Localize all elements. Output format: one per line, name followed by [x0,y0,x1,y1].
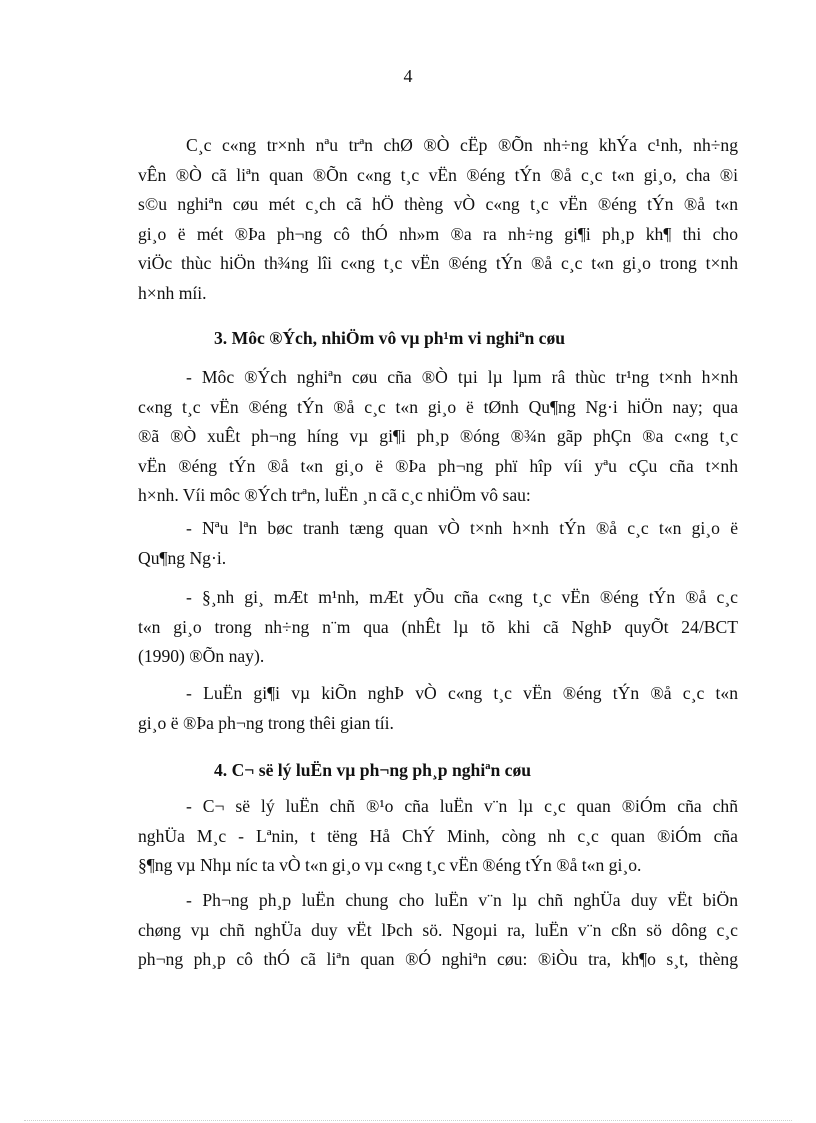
text-line: ®ã ®Ò xuÊt ph¬ng híng vµ gi¶i ph¸p ®óng ®¾n gãp phÇn ®a c«ng t¸c [138,426,738,446]
text-line: h×nh míi. [138,282,207,303]
text-line: - Ph¬ng ph¸p luËn chung cho luËn v¨n lµ chñ nghÜa duy vËt biÖn [186,890,738,910]
paragraph-task-evaluate [138,583,738,672]
text-line: c«ng t¸c vËn ®éng tÝn ®å c¸c t«n gi¸o ë tØnh Qu¶ng Ng·i hiÖn nay; qua [138,396,738,417]
text-line: gi¸o ë mét ®Þa ph¬ng cô thÓ nh»m ®a ra nh÷ng gi¶i ph¸p kh¶ thi cho [138,223,738,244]
section-heading-text: 4. C¬ së lý luËn vµ ph¬ng ph¸p nghiªn cøu [214,760,532,780]
text-line: - Nªu lªn bøc tranh tæng quan vÒ t×nh h×nh tÝn ®å c¸c t«n gi¸o ë [186,518,738,538]
text-line: nghÜa M¸c - Lªnin, t tëng Hå ChÝ Minh, còng nh c¸c quan ®iÓm cña [138,825,738,846]
page-bottom-divider [24,1120,792,1121]
text-line: t«n gi¸o trong nh÷ng n¨m qua (nhÊt lµ tõ khi cã NghÞ quyÕt 24/BCT [138,616,738,637]
paragraph-purpose [138,363,738,511]
text-line: §¶ng vµ Nhµ níc ta vÒ t«n gi¸o vµ c«ng t¸c vËn ®éng tÝn ®å t«n gi¸o. [138,855,642,875]
text-line: (1990) ®Õn nay). [138,646,265,666]
text-line: gi¸o ë ®Þa ph¬ng trong thêi gian tíi. [138,712,394,733]
text-line: C¸c c«ng tr×nh nªu trªn chØ ®Ò cËp ®Õn nh÷ng khÝa c¹nh, nh÷ng [186,135,738,155]
section-heading-text: 3. Môc ®Ých, nhiÖm vô vµ ph¹m vi nghiªn cøu [214,328,566,348]
page-number: 4 [403,66,413,86]
text-line: ph¬ng ph¸p cô thÓ cã liªn quan ®Ó nghiªn cøu: ®iÒu tra, kh¶o s¸t, thèng [138,949,738,969]
text-line: - Môc ®Ých nghiªn cøu cña ®Ò tµi lµ lµm râ thùc tr¹ng t×nh h×nh [186,367,738,387]
text-line: - §¸nh gi¸ mÆt m¹nh, mÆt yÕu cña c«ng t¸c vËn ®éng tÝn ®å c¸c [186,587,738,607]
paragraph-task-overview [138,514,738,573]
text-line: s©u nghiªn cøu mét c¸ch cã hÖ thèng vÒ c«ng t¸c vËn ®éng tÝn ®å t«n [138,194,738,214]
text-line: Qu¶ng Ng·i. [138,547,227,568]
text-line: vËn ®éng tÝn ®å t«n gi¸o ë ®Þa ph¬ng phï hîp víi yªu cÇu cña t×nh [138,455,738,476]
text-line: - LuËn gi¶i vµ kiÕn nghÞ vÒ c«ng t¸c vËn ®éng tÝn ®å c¸c t«n [186,683,738,703]
section-heading-3 [186,324,738,354]
paragraph-methodology [138,886,738,975]
text-line: chøng vµ chñ nghÜa duy vËt lÞch sö. Ngoµi ra, luËn v¨n cßn sö dông c¸c [138,919,738,940]
paragraph-theory-basis [138,792,738,881]
text-line: h×nh. Víi môc ®Ých trªn, luËn ¸n cã c¸c nhiÖm vô sau: [138,485,531,505]
text-line: vÊn ®Ò cã liªn quan ®Õn c«ng t¸c vËn ®éng tÝn ®å c¸c t«n gi¸o, cha ®i [138,164,738,185]
paragraph-task-recommend [138,679,738,738]
section-heading-4 [186,756,738,786]
paragraph-intro [138,131,738,308]
text-line: - C¬ së lý luËn chñ ®¹o cña luËn v¨n lµ c¸c quan ®iÓm cña chñ [186,796,738,816]
text-line: viÖc thùc hiÖn th¾ng lîi c«ng t¸c vËn ®éng tÝn ®å c¸c t«n gi¸o trong t×nh [138,253,738,273]
